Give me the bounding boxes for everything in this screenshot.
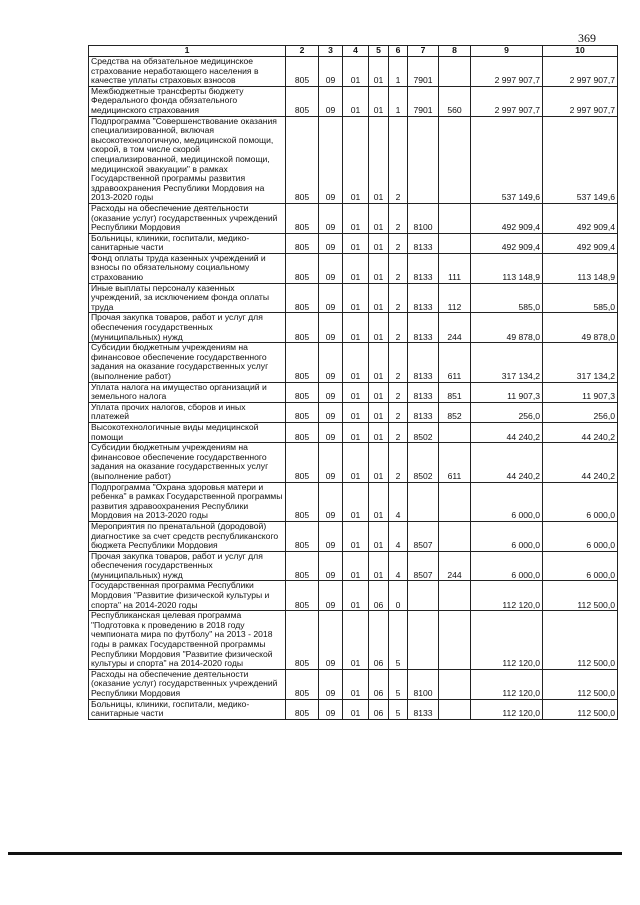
- header-cell: 3: [319, 46, 343, 57]
- code-item-cell: 8133: [408, 699, 439, 719]
- code-subsection-cell: 01: [343, 283, 369, 313]
- table-row: [89, 482, 618, 521]
- table-row: [89, 551, 618, 581]
- amount-total-cell: 2 997 907,7: [543, 57, 618, 87]
- code-item-cell: [408, 611, 439, 670]
- code-item-cell: 8502: [408, 422, 439, 442]
- code-ministry-cell: 805: [286, 343, 319, 382]
- code-expense-type-cell: [439, 233, 471, 253]
- footer-rule: [8, 852, 622, 855]
- code-ministry-cell: 805: [286, 116, 319, 203]
- code-section-cell: 09: [319, 699, 343, 719]
- code-subprogram-cell: 0: [389, 581, 408, 611]
- code-program-cell: 01: [369, 313, 389, 343]
- code-expense-type-cell: [439, 422, 471, 442]
- code-item-cell: 8507: [408, 521, 439, 551]
- header-cell: 7: [408, 46, 439, 57]
- amount-cell: 112 120,0: [471, 581, 543, 611]
- code-ministry-cell: 805: [286, 203, 319, 233]
- amount-total-cell: 44 240,2: [543, 443, 618, 482]
- header-cell: 6: [389, 46, 408, 57]
- code-subprogram-cell: 4: [389, 521, 408, 551]
- code-item-cell: 8133: [408, 343, 439, 382]
- header-cell: 1: [89, 46, 286, 57]
- code-item-cell: 8133: [408, 253, 439, 283]
- code-expense-type-cell: [439, 521, 471, 551]
- code-section-cell: 09: [319, 203, 343, 233]
- code-subprogram-cell: 1: [389, 86, 408, 116]
- code-program-cell: 06: [369, 581, 389, 611]
- code-subprogram-cell: 5: [389, 699, 408, 719]
- row-name-cell: Больницы, клиники, госпитали, медико-санитарные части: [89, 233, 286, 253]
- code-program-cell: 01: [369, 203, 389, 233]
- code-ministry-cell: 805: [286, 86, 319, 116]
- amount-cell: 492 909,4: [471, 233, 543, 253]
- code-section-cell: 09: [319, 343, 343, 382]
- code-expense-type-cell: 560: [439, 86, 471, 116]
- code-ministry-cell: 805: [286, 443, 319, 482]
- code-expense-type-cell: 611: [439, 443, 471, 482]
- code-item-cell: 7901: [408, 57, 439, 87]
- row-name-cell: Больницы, клиники, госпитали, медико-санитарные части: [89, 699, 286, 719]
- code-expense-type-cell: 852: [439, 402, 471, 422]
- amount-cell: 112 120,0: [471, 611, 543, 670]
- table-row: [89, 233, 618, 253]
- row-name-cell: Фонд оплаты труда казенных учреждений и взносы по обязательному социальному страхованию: [89, 253, 286, 283]
- code-ministry-cell: 805: [286, 521, 319, 551]
- code-program-cell: 01: [369, 382, 389, 402]
- amount-total-cell: 112 500,0: [543, 611, 618, 670]
- code-ministry-cell: 805: [286, 283, 319, 313]
- code-section-cell: 09: [319, 402, 343, 422]
- code-ministry-cell: 805: [286, 402, 319, 422]
- code-expense-type-cell: 244: [439, 551, 471, 581]
- code-ministry-cell: 805: [286, 669, 319, 699]
- code-subsection-cell: 01: [343, 203, 369, 233]
- code-subsection-cell: 01: [343, 343, 369, 382]
- row-name-cell: Республиканская целевая программа "Подготовка к проведению в 2018 году чемпионата мира по футболу" на 2013 - 2018 годы в рамках Государственной программы Республики Мордовия "Развитие физической культуры и спорта" на 2014-2020 годы: [89, 611, 286, 670]
- code-item-cell: 8133: [408, 233, 439, 253]
- code-section-cell: 09: [319, 611, 343, 670]
- amount-cell: 49 878,0: [471, 313, 543, 343]
- header-cell: 5: [369, 46, 389, 57]
- code-section-cell: 09: [319, 669, 343, 699]
- code-section-cell: 09: [319, 382, 343, 402]
- code-subsection-cell: 01: [343, 551, 369, 581]
- table-row: [89, 203, 618, 233]
- code-subsection-cell: 01: [343, 521, 369, 551]
- amount-cell: 6 000,0: [471, 521, 543, 551]
- code-program-cell: 01: [369, 116, 389, 203]
- code-program-cell: 01: [369, 402, 389, 422]
- code-subsection-cell: 01: [343, 116, 369, 203]
- amount-cell: 113 148,9: [471, 253, 543, 283]
- code-subprogram-cell: 2: [389, 116, 408, 203]
- code-ministry-cell: 805: [286, 233, 319, 253]
- header-cell: 9: [471, 46, 543, 57]
- row-name-cell: Межбюджетные трансферты бюджету Федерального фонда обязательного медицинского страхования: [89, 86, 286, 116]
- code-subprogram-cell: 2: [389, 233, 408, 253]
- code-program-cell: 06: [369, 699, 389, 719]
- code-program-cell: 01: [369, 57, 389, 87]
- code-program-cell: 06: [369, 669, 389, 699]
- code-expense-type-cell: 851: [439, 382, 471, 402]
- code-item-cell: [408, 116, 439, 203]
- header-cell: 2: [286, 46, 319, 57]
- amount-total-cell: 6 000,0: [543, 551, 618, 581]
- code-subprogram-cell: 5: [389, 611, 408, 670]
- amount-total-cell: 49 878,0: [543, 313, 618, 343]
- code-item-cell: 8133: [408, 402, 439, 422]
- code-expense-type-cell: [439, 57, 471, 87]
- amount-total-cell: 112 500,0: [543, 699, 618, 719]
- header-row: [89, 46, 618, 57]
- table-row: [89, 283, 618, 313]
- code-section-cell: 09: [319, 57, 343, 87]
- code-section-cell: 09: [319, 283, 343, 313]
- amount-total-cell: 112 500,0: [543, 581, 618, 611]
- table-row: [89, 581, 618, 611]
- code-section-cell: 09: [319, 551, 343, 581]
- code-subsection-cell: 01: [343, 443, 369, 482]
- amount-total-cell: 113 148,9: [543, 253, 618, 283]
- code-ministry-cell: 805: [286, 482, 319, 521]
- code-item-cell: 8100: [408, 669, 439, 699]
- amount-total-cell: 112 500,0: [543, 669, 618, 699]
- amount-cell: 6 000,0: [471, 551, 543, 581]
- row-name-cell: Уплата прочих налогов, сборов и иных платежей: [89, 402, 286, 422]
- code-subprogram-cell: 2: [389, 283, 408, 313]
- row-name-cell: Субсидии бюджетным учреждениям на финансовое обеспечение государственного задания на оказание государственных услуг (выполнение работ): [89, 343, 286, 382]
- row-name-cell: Уплата налога на имущество организаций и земельного налога: [89, 382, 286, 402]
- amount-cell: 537 149,6: [471, 116, 543, 203]
- code-subprogram-cell: 2: [389, 253, 408, 283]
- code-program-cell: 01: [369, 343, 389, 382]
- amount-cell: 256,0: [471, 402, 543, 422]
- row-name-cell: Подпрограмма "Совершенствование оказания специализированной, включая высокотехнологичную, медицинской помощи, скорой, в том числе скорой специализированной, медицинской помощи, медицинской эвакуации" в рамках Государственной программы развития здравоохранения Республики Мордовия на 2013-2020 годы: [89, 116, 286, 203]
- code-ministry-cell: 805: [286, 382, 319, 402]
- code-program-cell: 01: [369, 443, 389, 482]
- amount-total-cell: 2 997 907,7: [543, 86, 618, 116]
- code-expense-type-cell: [439, 669, 471, 699]
- row-name-cell: Прочая закупка товаров, работ и услуг для обеспечения государственных (муниципальных) нужд: [89, 551, 286, 581]
- table-row: [89, 699, 618, 719]
- code-item-cell: 8100: [408, 203, 439, 233]
- table-row: [89, 116, 618, 203]
- table-row: [89, 57, 618, 87]
- table-row: [89, 611, 618, 670]
- amount-total-cell: 585,0: [543, 283, 618, 313]
- amount-total-cell: 6 000,0: [543, 521, 618, 551]
- code-ministry-cell: 805: [286, 57, 319, 87]
- amount-cell: 2 997 907,7: [471, 57, 543, 87]
- code-subsection-cell: 01: [343, 253, 369, 283]
- code-subprogram-cell: 2: [389, 422, 408, 442]
- table-row: [89, 343, 618, 382]
- row-name-cell: Субсидии бюджетным учреждениям на финансовое обеспечение государственного задания на оказание государственных услуг (выполнение работ): [89, 443, 286, 482]
- code-ministry-cell: 805: [286, 422, 319, 442]
- code-subprogram-cell: 2: [389, 343, 408, 382]
- code-subprogram-cell: 1: [389, 57, 408, 87]
- code-section-cell: 09: [319, 422, 343, 442]
- row-name-cell: Высокотехнологичные виды медицинской помощи: [89, 422, 286, 442]
- row-name-cell: Мероприятия по пренатальной (дородовой) диагностике за счет средств республиканского бюджета Республики Мордовия: [89, 521, 286, 551]
- header-cell: 10: [543, 46, 618, 57]
- code-subprogram-cell: 2: [389, 313, 408, 343]
- amount-total-cell: 6 000,0: [543, 482, 618, 521]
- code-program-cell: 01: [369, 283, 389, 313]
- code-program-cell: 06: [369, 611, 389, 670]
- row-name-cell: Иные выплаты персоналу казенных учреждений, за исключением фонда оплаты труда: [89, 283, 286, 313]
- table-row: [89, 382, 618, 402]
- code-subprogram-cell: 2: [389, 443, 408, 482]
- code-program-cell: 01: [369, 521, 389, 551]
- code-subsection-cell: 01: [343, 382, 369, 402]
- code-ministry-cell: 805: [286, 253, 319, 283]
- code-expense-type-cell: 611: [439, 343, 471, 382]
- table-body: [89, 57, 618, 720]
- table-row: [89, 253, 618, 283]
- code-section-cell: 09: [319, 521, 343, 551]
- code-program-cell: 01: [369, 422, 389, 442]
- budget-table: [88, 45, 618, 720]
- amount-total-cell: 44 240,2: [543, 422, 618, 442]
- code-item-cell: 8133: [408, 382, 439, 402]
- code-subprogram-cell: 2: [389, 382, 408, 402]
- code-section-cell: 09: [319, 443, 343, 482]
- code-subprogram-cell: 2: [389, 402, 408, 422]
- code-expense-type-cell: 244: [439, 313, 471, 343]
- code-subsection-cell: 01: [343, 611, 369, 670]
- amount-total-cell: 317 134,2: [543, 343, 618, 382]
- code-program-cell: 01: [369, 233, 389, 253]
- code-expense-type-cell: [439, 581, 471, 611]
- amount-cell: 112 120,0: [471, 699, 543, 719]
- header-cell: 8: [439, 46, 471, 57]
- amount-cell: 11 907,3: [471, 382, 543, 402]
- row-name-cell: Прочая закупка товаров, работ и услуг для обеспечения государственных (муниципальных) нужд: [89, 313, 286, 343]
- code-subsection-cell: 01: [343, 313, 369, 343]
- header-cell: 4: [343, 46, 369, 57]
- code-expense-type-cell: [439, 482, 471, 521]
- code-subsection-cell: 01: [343, 57, 369, 87]
- code-program-cell: 01: [369, 253, 389, 283]
- code-subsection-cell: 01: [343, 86, 369, 116]
- code-subsection-cell: 01: [343, 482, 369, 521]
- code-expense-type-cell: [439, 699, 471, 719]
- code-ministry-cell: 805: [286, 581, 319, 611]
- code-subsection-cell: 01: [343, 422, 369, 442]
- row-name-cell: Государственная программа Республики Мордовия "Развитие физической культуры и спорта" на 2014-2020 годы: [89, 581, 286, 611]
- amount-cell: 112 120,0: [471, 669, 543, 699]
- amount-cell: 44 240,2: [471, 422, 543, 442]
- table-row: [89, 443, 618, 482]
- code-section-cell: 09: [319, 86, 343, 116]
- page-number: 369: [578, 31, 596, 45]
- code-program-cell: 01: [369, 86, 389, 116]
- code-subsection-cell: 01: [343, 233, 369, 253]
- code-subprogram-cell: 2: [389, 203, 408, 233]
- code-subsection-cell: 01: [343, 669, 369, 699]
- code-section-cell: 09: [319, 313, 343, 343]
- code-subsection-cell: 01: [343, 402, 369, 422]
- row-name-cell: Средства на обязательное медицинское страхование неработающего населения в качестве уплаты страховых взносов: [89, 57, 286, 87]
- code-subsection-cell: 01: [343, 581, 369, 611]
- code-section-cell: 09: [319, 233, 343, 253]
- code-expense-type-cell: [439, 611, 471, 670]
- table-row: [89, 313, 618, 343]
- table-row: [89, 422, 618, 442]
- amount-cell: 6 000,0: [471, 482, 543, 521]
- code-ministry-cell: 805: [286, 699, 319, 719]
- amount-total-cell: 256,0: [543, 402, 618, 422]
- code-item-cell: [408, 482, 439, 521]
- amount-cell: 492 909,4: [471, 203, 543, 233]
- amount-total-cell: 492 909,4: [543, 233, 618, 253]
- amount-total-cell: 537 149,6: [543, 116, 618, 203]
- code-item-cell: 8502: [408, 443, 439, 482]
- code-expense-type-cell: [439, 116, 471, 203]
- row-name-cell: Расходы на обеспечение деятельности (оказание услуг) государственных учреждений Республики Мордовия: [89, 203, 286, 233]
- code-expense-type-cell: 112: [439, 283, 471, 313]
- code-expense-type-cell: [439, 203, 471, 233]
- table-row: [89, 521, 618, 551]
- amount-total-cell: 11 907,3: [543, 382, 618, 402]
- table-row: [89, 669, 618, 699]
- code-program-cell: 01: [369, 551, 389, 581]
- code-item-cell: 8133: [408, 313, 439, 343]
- code-item-cell: 8133: [408, 283, 439, 313]
- code-ministry-cell: 805: [286, 611, 319, 670]
- code-item-cell: [408, 581, 439, 611]
- code-program-cell: 01: [369, 482, 389, 521]
- code-subprogram-cell: 4: [389, 482, 408, 521]
- code-subprogram-cell: 4: [389, 551, 408, 581]
- row-name-cell: Подпрограмма "Охрана здоровья матери и ребенка" в рамках Государственной программы развития здравоохранения Республики Мордовия на 2013-2020 годы: [89, 482, 286, 521]
- amount-total-cell: 492 909,4: [543, 203, 618, 233]
- table-row: [89, 402, 618, 422]
- amount-cell: 2 997 907,7: [471, 86, 543, 116]
- amount-cell: 44 240,2: [471, 443, 543, 482]
- code-item-cell: 7901: [408, 86, 439, 116]
- code-ministry-cell: 805: [286, 313, 319, 343]
- amount-cell: 585,0: [471, 283, 543, 313]
- row-name-cell: Расходы на обеспечение деятельности (оказание услуг) государственных учреждений Республики Мордовия: [89, 669, 286, 699]
- code-subsection-cell: 01: [343, 699, 369, 719]
- code-section-cell: 09: [319, 253, 343, 283]
- code-section-cell: 09: [319, 581, 343, 611]
- code-ministry-cell: 805: [286, 551, 319, 581]
- code-section-cell: 09: [319, 116, 343, 203]
- code-item-cell: 8507: [408, 551, 439, 581]
- code-section-cell: 09: [319, 482, 343, 521]
- amount-cell: 317 134,2: [471, 343, 543, 382]
- table-row: [89, 86, 618, 116]
- code-subprogram-cell: 5: [389, 669, 408, 699]
- code-expense-type-cell: 111: [439, 253, 471, 283]
